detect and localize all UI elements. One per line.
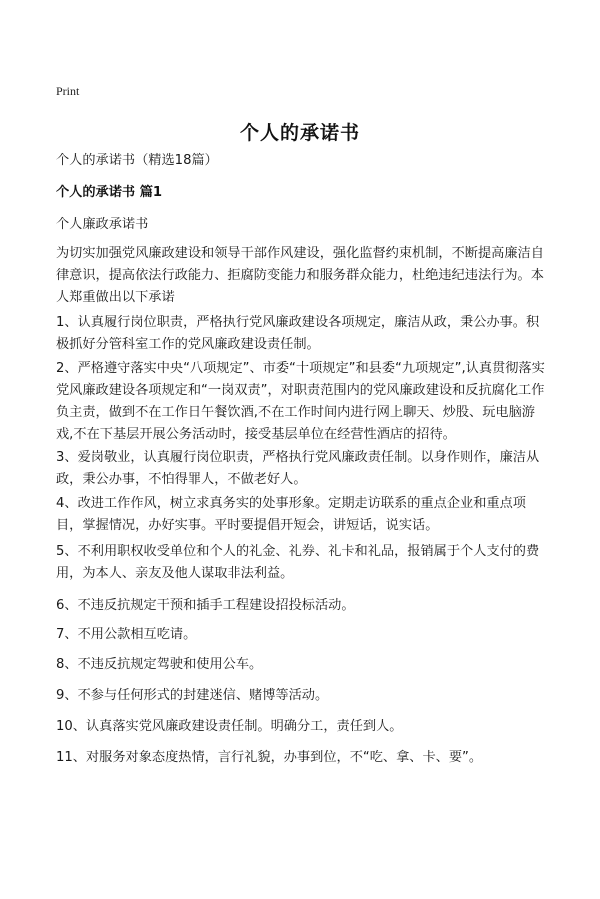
page-title: 个人的承诺书 <box>239 122 360 144</box>
commitment-item-2: 2、严格遵守落实中央“八项规定”、市委“十项规定”和县委“九项规定”,认真贯彻落实党风廉政建设各项规定和“一岗双责”，对职责范围内的党风廉政建设和反抗腐化工作负主责，做到不在工作日午餐饮酒,不在工作时间内进行网上聊天、炒股、玩电脑游戏,不在下基层开展公务活动时，接受基层单位在经营性酒店的招待。 <box>56 361 545 442</box>
sub-heading: 个人廉政承诺书 <box>56 217 149 232</box>
commitment-item-1: 1、认真履行岗位职责，严格执行党风廉政建设各项规定，廉洁从政，秉公办事。积极抓好分管科室工作的党风廉政建设责任制。 <box>56 315 540 352</box>
section-heading: 个人的承诺书 篇1 <box>56 185 163 200</box>
commitment-item-5: 5、不利用职权收受单位和个人的礼金、礼券、礼卡和礼品，报销属于个人支付的费用，为本人、亲友及他人谋取非法利益。 <box>56 544 540 581</box>
commitment-item-3: 3、爱岗敬业，认真履行岗位职责，严格执行党风廉政责任制。以身作则作，廉洁从政，秉公办事，不怕得罪人，不做老好人。 <box>56 450 540 487</box>
commitment-item-6: 6、不违反抗规定干预和插手工程建设招投标活动。 <box>56 598 355 613</box>
commitment-item-7: 7、不用公款相互吃请。 <box>56 627 197 642</box>
commitment-item-10: 10、认真落实党风廉政建设责任制。明确分工，责任到人。 <box>56 719 403 734</box>
commitment-item-4: 4、改进工作作风，树立求真务实的处事形象。定期走访联系的重点企业和重点项目，掌握情况，办好实事。平时要提倡开短会，讲短话，说实话。 <box>56 496 526 533</box>
document-subtitle: 个人的承诺书（精选18篇） <box>56 153 218 168</box>
commitment-item-8: 8、不违反抗规定驾驶和使用公车。 <box>56 657 263 672</box>
print-label: Print <box>56 84 80 98</box>
intro-paragraph: 为切实加强党风廉政建设和领导干部作风建设，强化监督约束机制，不断提高廉洁自律意识，提高依法行政能力、拒腐防变能力和服务群众能力，杜绝违纪违法行为。本人郑重做出以下承诺 <box>56 246 544 305</box>
commitment-item-11: 11、对服务对象态度热情，言行礼貌，办事到位，不“吃、拿、卡、要”。 <box>56 750 483 765</box>
commitment-item-9: 9、不参与任何形式的封建迷信、赌博等活动。 <box>56 688 329 703</box>
